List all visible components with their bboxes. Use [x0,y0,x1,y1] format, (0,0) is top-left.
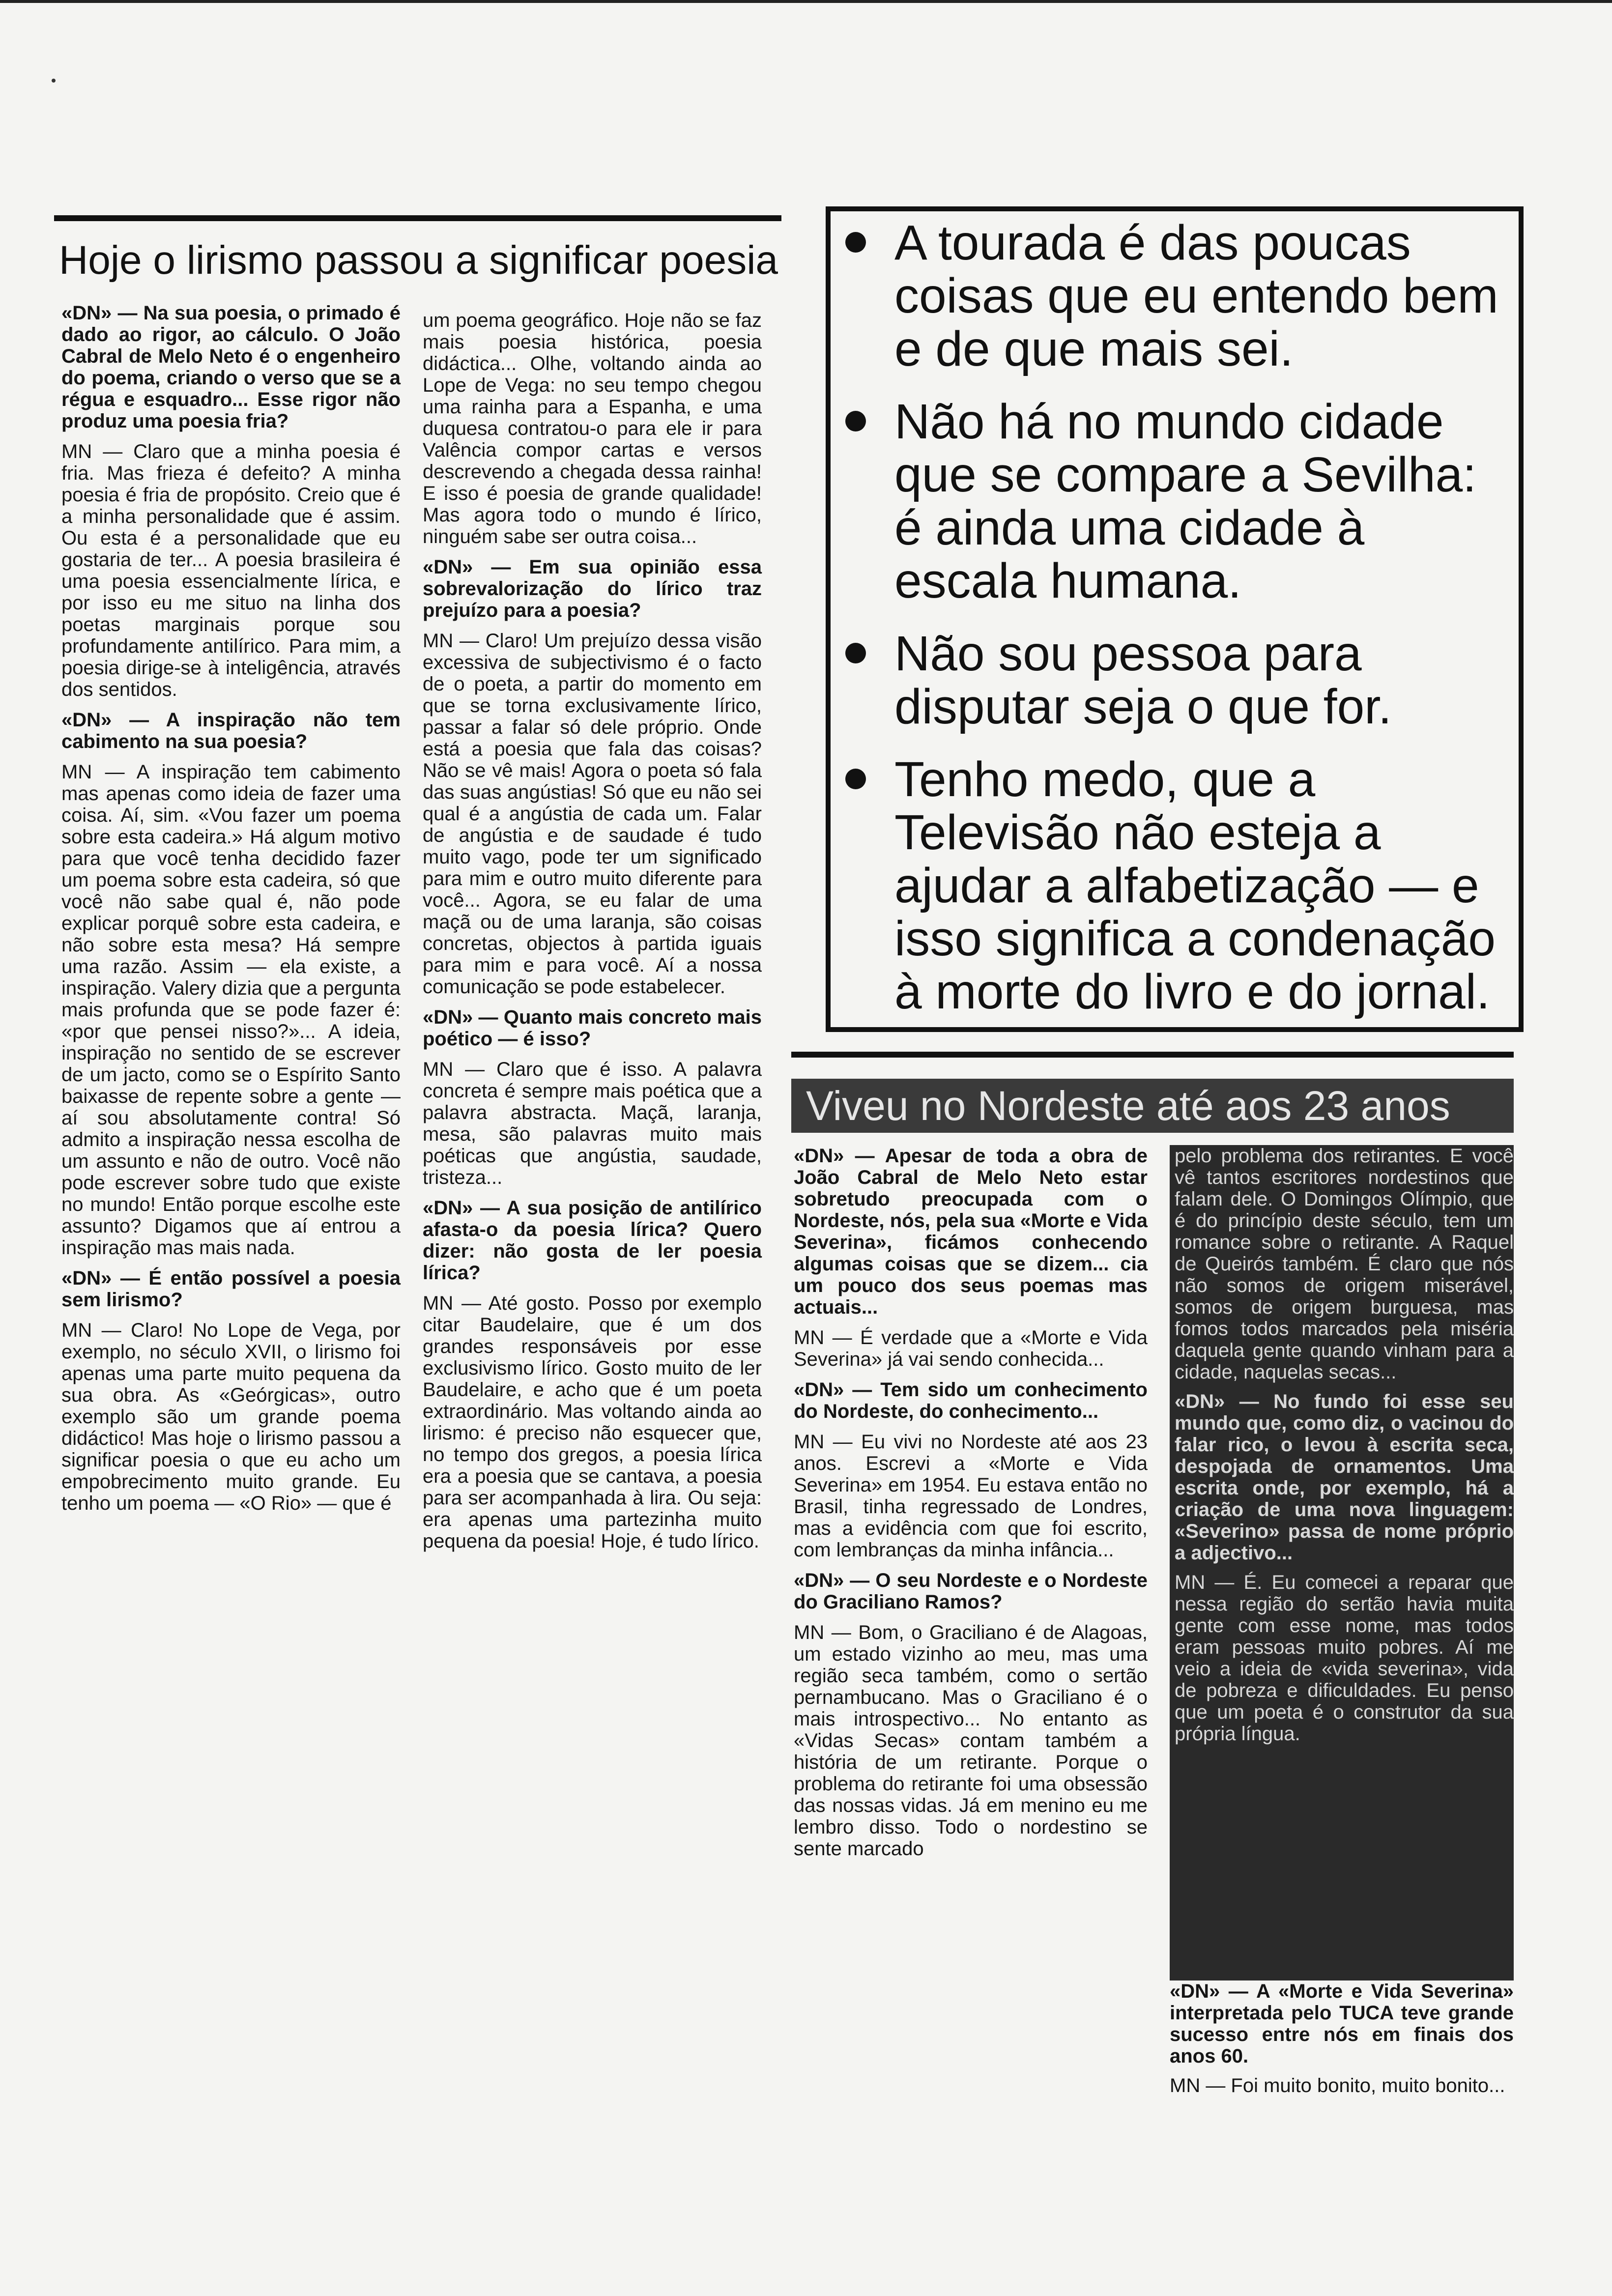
quote-item: Não sou pessoa para disputar seja o que for. [835,627,1504,733]
headline-top-rule [54,215,781,221]
question: «DN» — A «Morte e Vida Severina» interpretada pelo TUCA teve grande sucesso entre nós em finais dos anos 60. [1170,1980,1514,2067]
answer: MN — Até gosto. Posso por exemplo citar Baudelaire, que é um dos grandes responsáveis por esse exclusivismo lírico. Gosto muito de ler Baudelaire, e acho que é um poeta extraordinário. Mas voltando ainda ao lirismo: é preciso não esquecer que, no tempo dos gregos, a poesia lírica era a poesia que se cantava, a poesia para ser acompanhada à lira. Ou seja: era apenas uma partezinha muito pequena da poesia! Hoje, é tudo lírico. [423,1292,762,1552]
column-3 [794,1145,1148,1860]
question: «DN» — A inspiração não tem cabimento na sua poesia? [61,709,401,752]
column-4 [1175,1145,1514,1745]
question: «DN» — O seu Nordeste e o Nordeste do Graciliano Ramos? [794,1570,1148,1613]
column-4-bottom [1170,1980,1514,2096]
bullet-icon [845,232,866,253]
column-1 [61,302,401,1514]
answer: MN — Eu vivi no Nordeste até aos 23 anos. Escrevi a «Morte e Vida Severina» em 1954. Eu estava então no Brasil, tinha regressado de Londres, mas a evidência com que foi escrito, com lembranças da minha infância... [794,1431,1148,1561]
quote-item: Não há no mundo cidade que se compare a Sevilha: é ainda uma cidade à escala humana. [835,395,1504,607]
question: «DN» — Na sua poesia, o primado é dado ao rigor, ao cálculo. O João Cabral de Melo Neto é o engenheiro do poema, criando o verso que se a régua e esquadro... Esse rigor não produz uma poesia fria? [61,302,401,432]
answer: um poema geográfico. Hoje não se faz mais poesia histórica, poesia didáctica... Olhe, voltando ainda ao Lope de Vega: no seu tempo chegou uma rainha para a Espanha, e uma duquesa contratou-o para ele ir para Valência compor cartas e versos descrevendo a chegada dessa rainha! E isso é poesia de grande qualidade! Mas agora todo o mundo é lírico, ninguém sabe ser outra coisa... [423,310,762,547]
quote-item: Tenho medo, que a Televisão não esteja a ajudar a alfabetização — e isso significa a condenação à morte do livro e do jornal. [835,753,1504,1018]
answer: MN — Foi muito bonito, muito bonito... [1170,2075,1505,2096]
answer: MN — Claro! No Lope de Vega, por exemplo, no século XVII, o lirismo foi apenas uma parte muito pequena da sua obra. As «Geórgicas», outro exemplo são um grande poema didáctico! Mas hoje o lirismo passou a significar poesia o que eu acho um empobrecimento muito grande. Eu tenho um poema — «O Rio» — que é [61,1320,401,1514]
bullet-icon [845,769,866,789]
question: «DN» — No fundo foi esse seu mundo que, como diz, o vacinou do falar rico, o levou à escrita seca, despojada de ornamentos. Uma escrita onde, por exemplo, há a criação de uma nova linguagem: «Severino» passa de nome próprio a adjectivo... [1175,1391,1514,1564]
question: «DN» — Quanto mais concreto mais poético — é isso? [423,1006,762,1050]
question: «DN» — A sua posição de antilírico afasta-o da poesia lírica? Quero dizer: não gosta de ler poesia lírica? [423,1197,762,1284]
headline-left: Hoje o lirismo passou a significar poesia [59,238,778,283]
question: «DN» — Apesar de toda a obra de João Cabral de Melo Neto estar sobretudo preocupada com o Nordeste, nós, pela sua «Morte e Vida Severina», ficámos conhecendo algumas coisas que se dizem... cia um pouco dos seus poemas mas actuais... [794,1145,1148,1318]
answer: pelo problema dos retirantes. E você vê tantos escritores nordestinos que falam dele. O Domingos Olímpio, que é do princípio deste século, tem um romance sobre o retirante. A Raquel de Queirós também. É claro que nós não somos de origem miserável, somos de origem burguesa, mas fomos todos marcados pela miséria daquela gente quando vinham para a cidade, naquelas secas... [1175,1145,1514,1383]
column-2 [423,310,762,1552]
subhead-right: Viveu no Nordeste até aos 23 anos [791,1079,1514,1133]
answer: MN — É. Eu comecei a reparar que nessa região do sertão havia muita gente com esse nome, mas todos eram pessoas muito pobres. Aí me veio a ideia de «vida severina», vida de pobreza e dificuldades. Eu penso que um poeta é o construtor da sua própria língua. [1175,1572,1514,1745]
quote-item: A tourada é das poucas coisas que eu entendo bem e de que mais sei. [835,216,1504,375]
bullet-icon [845,411,866,431]
top-rule [0,0,1612,3]
question: «DN» — É então possível a poesia sem lirismo? [61,1267,401,1311]
answer: MN — A inspiração tem cabimento mas apenas como ideia de fazer uma coisa. Aí, sim. «Vou fazer um poema sobre esta cadeira.» Há algum motivo para que você tenha decidido fazer um poema sobre esta cadeira, só que você não sabe qual é, não pode explicar porquê sobre esta cadeira, e não sobre esta mesa? Há sempre uma razão. Assim — ela existe, a inspiração. Valery dizia que a pergunta mais profunda que se pode fazer é: «por que pensei nisso?»... A ideia, inspiração no sentido de se escrever de um jacto, como se o Espírito Santo baixasse de repente sobre a gente — aí sou absolutamente contra! Só admito a inspiração nessa escolha de um assunto e não de outro. Você não pode escrever sobre tudo que existe no mundo! Então porque escolhe este assunto? Digamos que aí entrou a inspiração mas mais nada. [61,761,401,1259]
answer: MN — Bom, o Graciliano é de Alagoas, um estado vizinho ao meu, mas uma região seca também, como o sertão pernambucano. Mas o Graciliano é o mais introspectivo... No entanto as «Vidas Secas» contam também a história de um retirante. Porque o problema do retirante foi uma obsessão das nossas vidas. Já em menino eu me lembro disso. Todo o nordestino se sente marcado [794,1622,1148,1860]
quote-list [835,216,1504,1038]
answer: MN — Claro que a minha poesia é fria. Mas frieza é defeito? A minha poesia é fria de propósito. Creio que é a minha personalidade que é assim. Ou esta é a personalidade que eu gostaria de ter... A poesia brasileira é uma poesia essencialmente lírica, e por isso eu me situo na linha dos poetas marginais porque sou profundamente antilírico. Para mim, a poesia dirige-se à inteligência, através dos sentidos. [61,441,401,700]
answer: MN — É verdade que a «Morte e Vida Severina» já vai sendo conhecida... [794,1327,1148,1370]
answer: MN — Claro que é isso. A palavra concreta é sempre mais poética que a palavra abstracta. Maçã, laranja, mesa, são palavras muito mais poéticas que angústia, saudade, tristeza... [423,1059,762,1188]
bullet-icon [845,643,866,663]
subhead-rule [791,1052,1514,1058]
speck [52,79,56,83]
answer: MN — Claro! Um prejuízo dessa visão excessiva de subjectivismo é o facto de o poeta, a partir do momento em que se torna exclusivamente lírico, passar a falar só dele próprio. Onde está a poesia que fala das coisas? Não se vê mais! Agora o poeta só fala das suas angústias! Só que eu não sei qual é a angústia de cada um. Falar de angústia e de saudade é tudo muito vago, pode ter um significado para mim e outro muito diferente para você... Agora, se eu falar de uma maçã ou de uma laranja, são coisas concretas, objectos à partida iguais para mim e para você. Aí a nossa comunicação se pode estabelecer. [423,630,762,998]
question: «DN» — Tem sido um conhecimento do Nordeste, do conhecimento... [794,1379,1148,1422]
question: «DN» — Em sua opinião essa sobrevalorização do lírico traz prejuízo para a poesia? [423,556,762,621]
